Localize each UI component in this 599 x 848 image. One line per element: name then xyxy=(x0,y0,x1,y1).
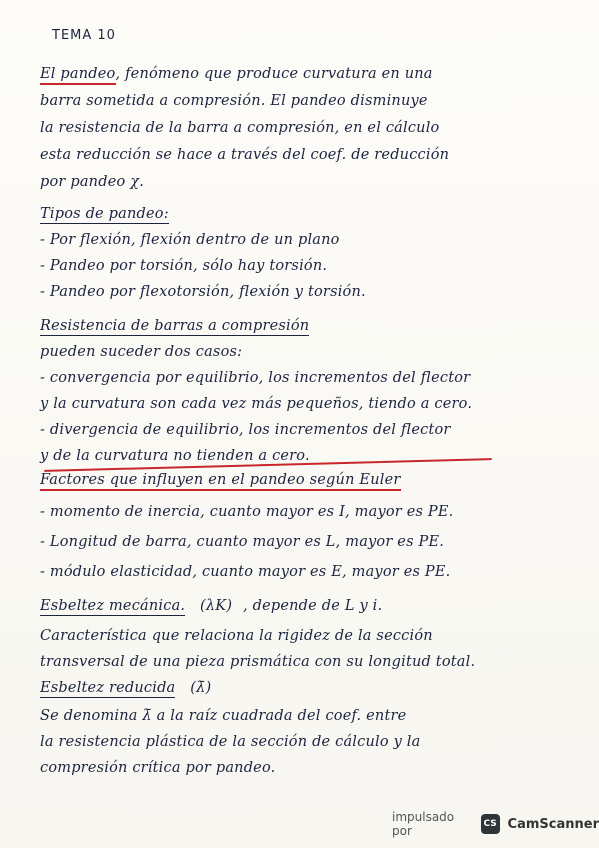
tipos-heading-row xyxy=(40,206,169,222)
reducida-line: la resistencia plástica de la sección de cálculo y la xyxy=(40,734,421,750)
tipos-item: - Pandeo por flexotorsión, flexión y torsión. xyxy=(40,284,366,300)
factores-item: - módulo elasticidad, cuanto mayor es E, mayor es PE. xyxy=(40,564,451,580)
camscanner-watermark xyxy=(392,811,599,837)
camscanner-brand: CamScanner xyxy=(507,816,599,832)
esbeltez-heading-row xyxy=(40,598,382,614)
reducida-line: Se denomina λ̄ a la raíz cuadrada del coef. entre xyxy=(40,708,407,724)
reducida-heading-row xyxy=(40,680,211,696)
esbeltez-line: Característica que relaciona la rigidez de la sección xyxy=(40,628,433,644)
resistencia-line: - convergencia por equilibrio, los incrementos del flector xyxy=(40,370,471,386)
pandeo-line-2: barra sometida a compresión. El pandeo disminuye xyxy=(40,93,428,109)
tipos-item: - Pandeo por torsión, sólo hay torsión. xyxy=(40,258,328,274)
factores-item: - Longitud de barra, cuanto mayor es L, mayor es PE. xyxy=(40,534,445,550)
pandeo-line-1-rest: , fenómeno que produce curvatura en una xyxy=(115,66,433,82)
tipos-heading: Tipos de pandeo: xyxy=(40,206,169,222)
resistencia-line: y la curvatura son cada vez más pequeños, tiendo a cero. xyxy=(40,396,473,412)
resistencia-line: - divergencia de equilibrio, los incrementos del flector xyxy=(40,422,451,438)
camscanner-logo-icon: CS xyxy=(481,814,500,834)
reducida-heading: Esbeltez reducida xyxy=(40,680,176,696)
factores-heading: Factores que influyen en el pandeo según Euler xyxy=(40,472,401,491)
esbeltez-symbol: (λK) xyxy=(200,598,233,614)
resistencia-line: y de la curvatura no tienden a cero. xyxy=(40,448,310,464)
esbeltez-line: transversal de una pieza prismática con su longitud total. xyxy=(40,654,476,670)
pandeo-line-5: por pandeo χ. xyxy=(40,174,145,190)
esbeltez-rest: , depende de L y i. xyxy=(243,598,383,614)
resistencia-line: pueden suceder dos casos: xyxy=(40,344,243,360)
pandeo-line-3: la resistencia de la barra a compresión, en el cálculo xyxy=(40,120,440,136)
reducida-line: compresión crítica por pandeo. xyxy=(40,760,276,776)
resistencia-heading: Resistencia de barras a compresión xyxy=(40,318,310,334)
tipos-item: - Por flexión, flexión dentro de un plano xyxy=(40,232,340,248)
powered-by-text: impulsado por xyxy=(392,810,455,838)
reducida-symbol: (λ̄) xyxy=(190,680,212,696)
esbeltez-heading: Esbeltez mecánica. xyxy=(40,598,186,614)
pandeo-heading: El pandeo xyxy=(40,66,116,85)
page-title: TEMA 10 xyxy=(52,28,116,43)
pandeo-line-1 xyxy=(40,66,433,82)
pandeo-line-4: esta reducción se hace a través del coef. de reducción xyxy=(40,147,450,163)
resistencia-heading-row xyxy=(40,318,309,334)
factores-item: - momento de inercia, cuanto mayor es I, mayor es PE. xyxy=(40,504,454,520)
factores-heading-row xyxy=(40,472,401,488)
